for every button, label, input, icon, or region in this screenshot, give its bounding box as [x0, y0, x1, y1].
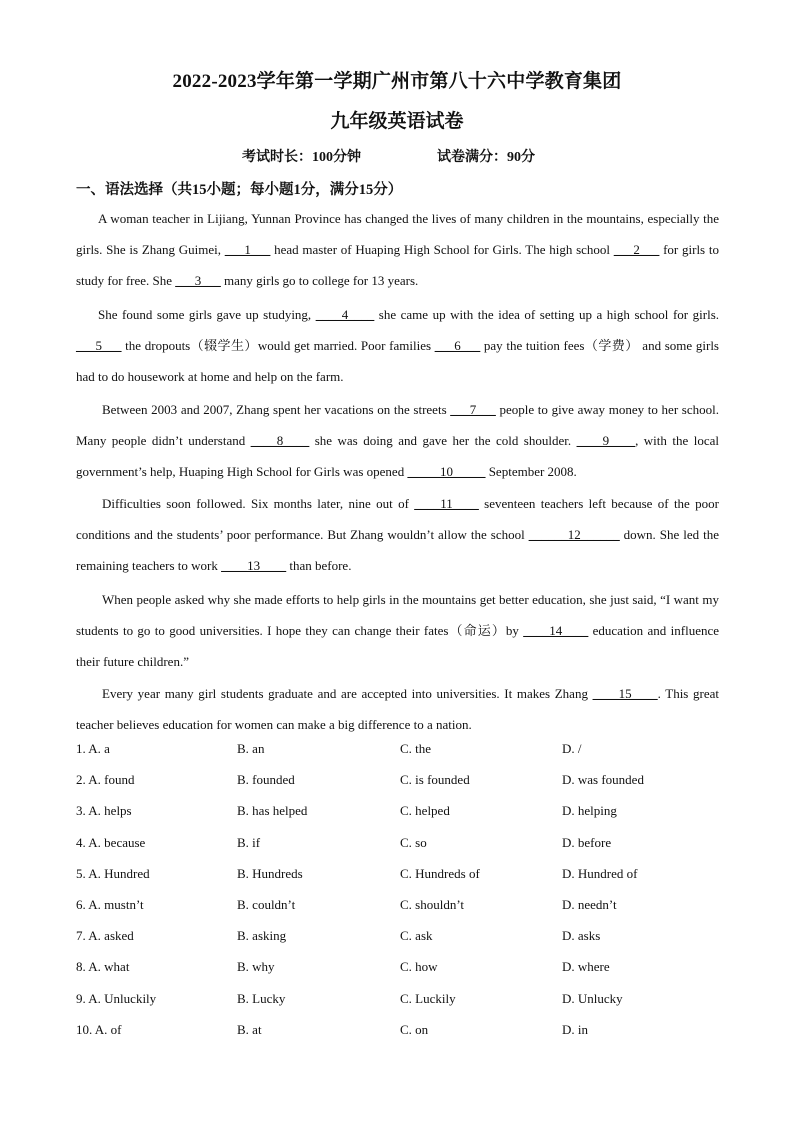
- option-row: [76, 835, 736, 866]
- option-a: 4. A. because: [76, 834, 146, 850]
- option-b: B. has helped: [237, 803, 308, 819]
- blank-12: ______12______: [528, 527, 620, 542]
- option-b: B. at: [237, 1021, 262, 1037]
- option-a: 7. A. asked: [76, 928, 134, 944]
- option-c: C. is founded: [400, 772, 470, 788]
- passage-paragraph-5: When people asked why she made efforts to help girls in the mountains get better education, she just said, “I want my students to go to good universities. I hope they can change their fates（命运）by ____14____ education and influence their future children.”: [76, 592, 719, 669]
- option-b: B. an: [237, 741, 265, 756]
- option-a: 8. A. what: [76, 959, 130, 975]
- passage-paragraph-3: Between 2003 and 2007, Zhang spent her vacations on the streets ___7___ people to give away money to her school. Many people didn’t understand ____8____ she was doing and gave her the cold shoulder. ____9____, with the local government’s help, Huaping High School for Girls was opened _____10_____ September 2008.: [76, 402, 720, 479]
- blank-6: ___6___: [434, 338, 481, 353]
- option-d: D. was founded: [562, 772, 644, 788]
- option-row: [76, 991, 736, 1022]
- option-a: 9. A. Unluckily: [76, 990, 157, 1006]
- blank-8: ____8____: [250, 433, 310, 448]
- option-row: [76, 897, 736, 928]
- option-b: B. if: [237, 834, 261, 850]
- passage-paragraph-6: Every year many girl students graduate and are accepted into universities. It makes Zhang ____15____. This great teacher believes education for women can make a big difference to a nation.: [76, 686, 719, 732]
- section-title: 一、语法选择（共15小题；每小题1分，满分15分）: [76, 182, 403, 198]
- option-a: 3. A. helps: [76, 803, 132, 819]
- option-a: 2. A. found: [76, 772, 135, 788]
- option-c: C. the: [400, 741, 432, 756]
- option-c: C. Luckily: [400, 990, 456, 1006]
- option-c: C. ask: [400, 928, 433, 944]
- option-b: B. why: [237, 959, 275, 975]
- option-b: B. couldn’t: [237, 896, 296, 912]
- option-row: [76, 928, 736, 959]
- blank-7: ___7___: [450, 402, 496, 417]
- blank-9: ____9____: [576, 433, 636, 448]
- option-a: 10. A. of: [76, 1021, 122, 1037]
- option-row: [76, 741, 736, 772]
- exam-title: 2022-2023学年第一学期广州市第八十六中学教育集团: [172, 71, 622, 92]
- option-row: [76, 959, 736, 990]
- blank-15: ____15____: [592, 686, 658, 701]
- option-row: [76, 803, 736, 834]
- option-c: C. shouldn’t: [400, 896, 465, 912]
- option-c: C. so: [400, 834, 427, 850]
- blank-10: _____10_____: [407, 464, 486, 479]
- option-d: D. in: [562, 1021, 588, 1037]
- option-b: B. Hundreds: [237, 865, 303, 881]
- option-d: D. where: [562, 959, 610, 975]
- option-d: D. asks: [562, 928, 601, 944]
- option-d: D. Hundred of: [562, 865, 638, 881]
- option-d: D. needn’t: [562, 896, 617, 912]
- option-b: B. asking: [237, 928, 287, 944]
- answer-options: [76, 741, 736, 1053]
- option-b: B. Lucky: [237, 990, 286, 1006]
- exam-subtitle: 九年级英语试卷: [330, 111, 464, 132]
- option-d: D. before: [562, 834, 612, 850]
- blank-11: ____11____: [414, 496, 479, 511]
- blank-4: ____4____: [315, 307, 375, 322]
- blank-2: ___2___: [613, 242, 660, 257]
- option-d: D. /: [562, 741, 582, 756]
- blank-1: ___1___: [224, 242, 271, 257]
- full-score: 试卷满分：90分: [437, 150, 535, 165]
- option-c: C. Hundreds of: [400, 865, 480, 881]
- exam-time: 考试时长：100分钟: [242, 150, 361, 165]
- blank-3: ___3___: [175, 273, 221, 288]
- passage-paragraph-1: A woman teacher in Lijiang, Yunnan Province has changed the lives of many children in the mountains, especially the girls. She is Zhang Guimei, ___1___ head master of Huaping High School for Girls. The high school ___2___ for girls to study for free. She ___3___ many girls go to college for 13 years.: [76, 211, 719, 288]
- option-c: C. on: [400, 1021, 429, 1037]
- option-a: 5. A. Hundred: [76, 865, 150, 881]
- option-row: [76, 866, 736, 897]
- option-c: C. how: [400, 959, 438, 975]
- option-row: [76, 772, 736, 803]
- blank-13: ____13____: [221, 558, 287, 573]
- blank-14: ____14____: [523, 623, 589, 638]
- option-row: [76, 1022, 736, 1053]
- option-a: 1. A. a: [76, 741, 110, 756]
- passage-paragraph-2: She found some girls gave up studying, ____4____ she came up with the idea of setting up a high school for girls. ___5___ the dropouts（辍学生）would get married. Poor families ___6___ pay the tuition fees（学费） and some girls had to do housework at home and help on the farm.: [76, 307, 719, 384]
- passage-paragraph-4: Difficulties soon followed. Six months later, nine out of ____11____ seventeen teachers left because of the poor conditions and the students’ poor performance. But Zhang wouldn’t allow the school ______12______ down. She led the remaining teachers to work ____13____ than before.: [76, 496, 719, 573]
- option-a: 6. A. mustn’t: [76, 896, 144, 912]
- option-b: B. founded: [237, 772, 295, 788]
- option-d: D. helping: [562, 803, 617, 819]
- option-d: D. Unlucky: [562, 990, 623, 1006]
- blank-5: ___5___: [76, 338, 122, 353]
- option-c: C. helped: [400, 803, 450, 819]
